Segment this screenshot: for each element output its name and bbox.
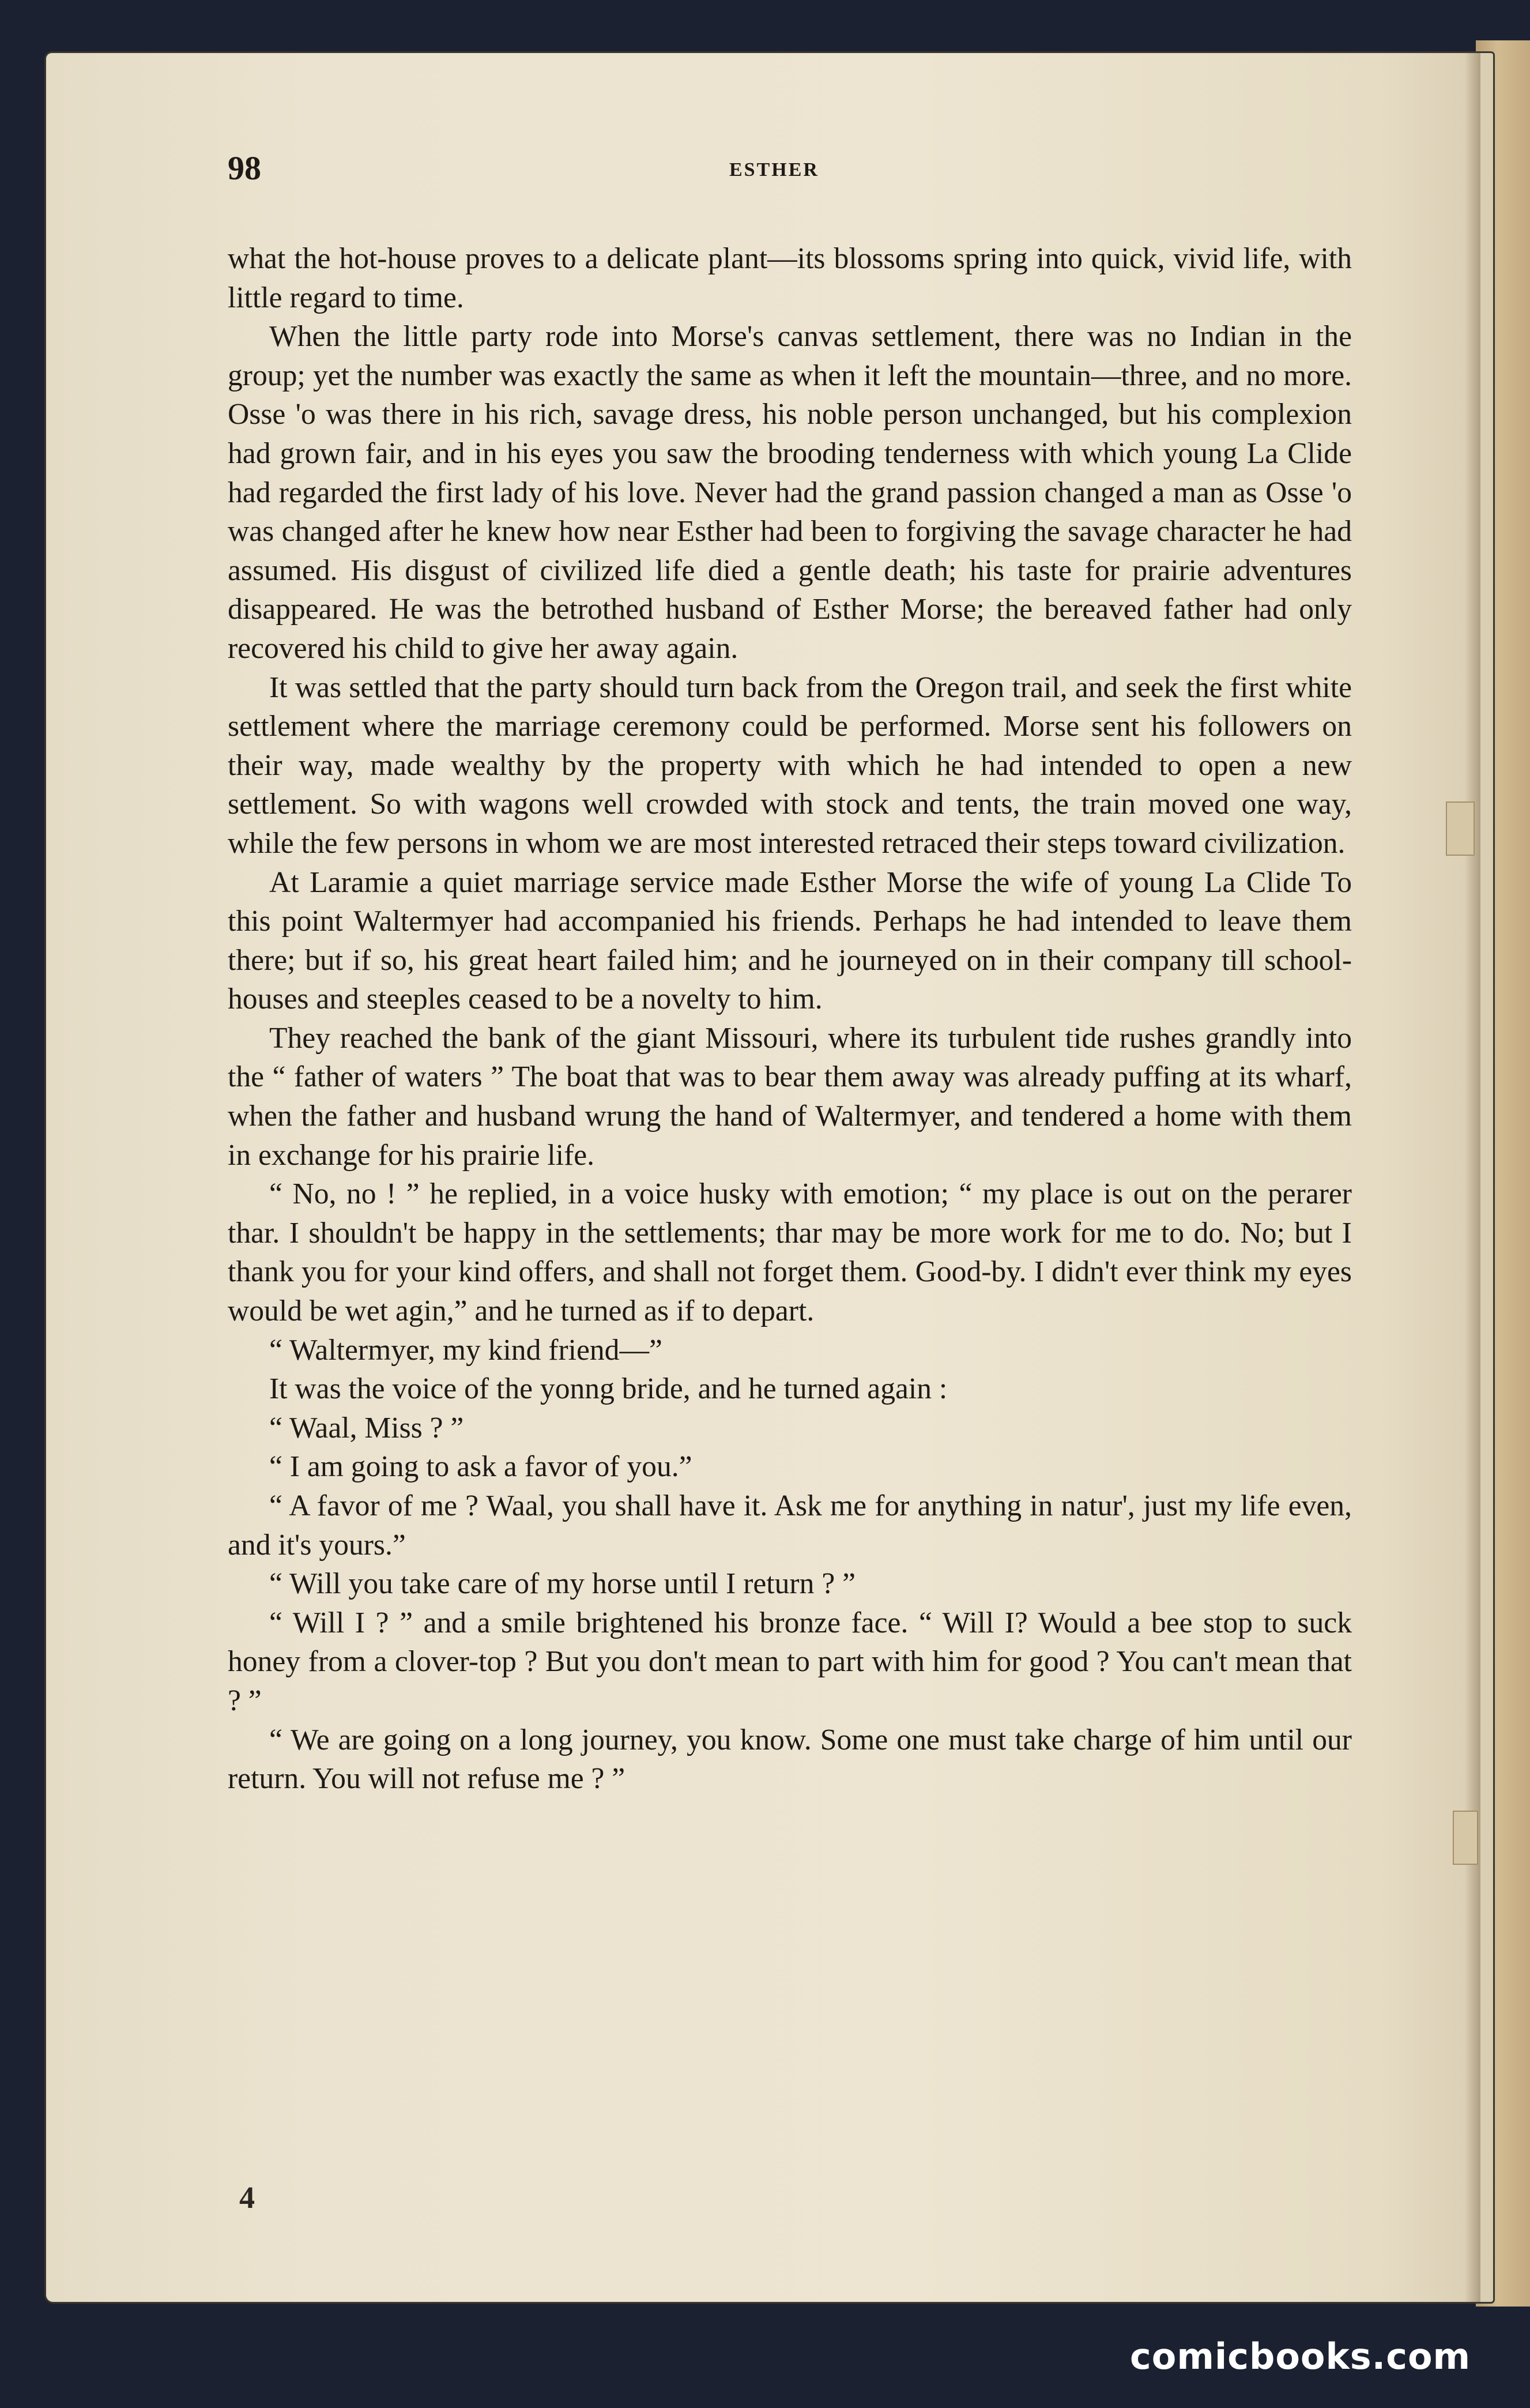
paragraph: At Laramie a quiet marriage service made Esther Morse the wife of young La Clide To this point Waltermyer had accompanied his friends. Perhaps he had intended to leave them there; but if so, his great heart failed him; and he journeyed on in their company till school-houses and steeples ceased to be a novelty to him. [228, 866, 1352, 1016]
paragraph: what the hot-house proves to a delicate plant—its blossoms spring into quick, vivid life, with little regard to time. [228, 242, 1352, 314]
page-number: 98 [228, 149, 261, 187]
paragraph: “ We are going on a long journey, you know. Some one must take charge of him until our return. You will not refuse me ? ” [228, 1723, 1352, 1796]
paragraph: When the little party rode into Morse's canvas settlement, there was no Indian in the group; yet the number was exactly the same as when it left the mountain—three, and no more. Osse 'o was there in his rich, savage dress, his noble person unchanged, but his complexion had grown fair, and in his eyes you saw the brooding tenderness with which young La Clide had regarded the first lady of his love. Never had the grand passion changed a man as Osse 'o was changed after he knew how near Esther had been to forgiving the savage character he had assumed. His disgust of civilized life died a gentle death; his taste for prairie adventures disappeared. He was the betrothed husband of Esther Morse; the bereaved father had only recovered his child to give her away again. [228, 320, 1352, 665]
paragraph: “ I am going to ask a favor of you.” [269, 1450, 692, 1484]
paragraph: “ Waal, Miss ? ” [269, 1411, 464, 1444]
page-tab-lower [1453, 1811, 1478, 1865]
gutter-shadow [1464, 53, 1480, 2302]
body-text [228, 239, 1352, 1799]
paragraph: “ Will you take care of my horse until I return ? ” [269, 1567, 856, 1601]
paragraph: It was settled that the party should turn back from the Oregon trail, and seek the first white settlement where the marriage ceremony could be performed. Morse sent his followers on their way, made wealthy by the property with which he had intended to open a new settlement. So with wagons well crowded with stock and tents, the train moved one way, while the few persons in whom we are most interested retraced their steps toward civilization. [228, 671, 1352, 860]
paragraph: They reached the bank of the giant Missouri, where its turbulent tide rushes grandly into the “ father of waters ” The boat that was to bear them away was already puffing at its wharf, when the father and husband wrung the hand of Waltermyer, and tendered a home with them in exchange for his prairie life. [228, 1021, 1352, 1172]
page-tab-upper [1446, 802, 1475, 856]
paragraph: “ A favor of me ? Waal, you shall have it. Ask me for anything in natur', just my life even, and it's yours.” [228, 1489, 1352, 1562]
watermark: comicbooks.com [1130, 2335, 1471, 2377]
paragraph: “ Will I ? ” and a smile brightened his bronze face. “ Will I? Would a bee stop to suck honey from a clover-top ? But you don't mean to part with him for good ? You can't mean that ? ” [228, 1606, 1352, 1717]
paragraph: “ Waltermyer, my kind friend—” [269, 1333, 662, 1367]
paragraph: “ No, no ! ” he replied, in a voice husky with emotion; “ my place is out on the perarer thar. I shouldn't be happy in the settlements; thar may be more work for me to do. No; but I thank you for your kind offers, and shall not forget them. Good-by. I didn't ever think my eyes would be wet agin,” and he turned as if to depart. [228, 1177, 1352, 1328]
running-head: ESTHER [729, 159, 819, 180]
paragraph: It was the voice of the yonng bride, and he turned again : [269, 1372, 948, 1406]
signature-mark: 4 [239, 2180, 255, 2215]
page-header [228, 149, 1352, 195]
